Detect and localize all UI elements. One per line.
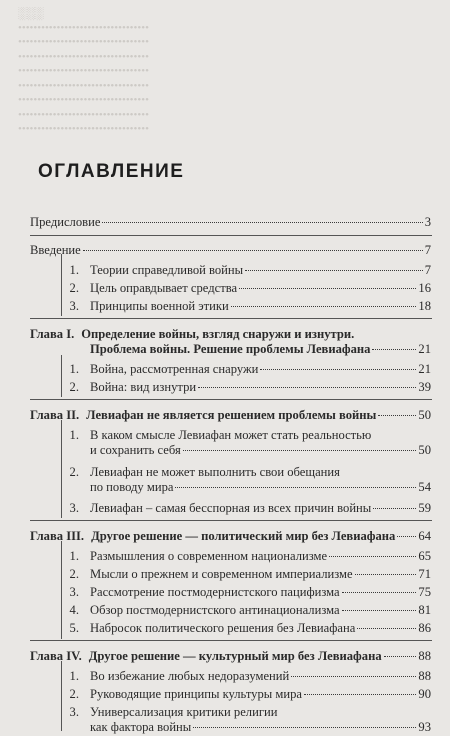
toc-entry[interactable]	[60, 499, 431, 517]
toc-page-number: 21	[418, 342, 431, 356]
toc-page-number: 75	[418, 585, 431, 599]
toc-chapter-label: Глава III.	[30, 529, 85, 543]
toc-entry-title: Определение войны, взгляд снаружи и изнутри.	[81, 327, 355, 341]
divider	[61, 661, 62, 731]
toc-entry-number: 1.	[69, 669, 79, 683]
toc-entry[interactable]	[60, 601, 431, 619]
dot-leader	[378, 415, 416, 416]
toc-page-number: 81	[418, 603, 431, 617]
toc-entry-title: Предисловие	[30, 215, 101, 229]
toc-page-number: 54	[418, 480, 431, 494]
dot-leader	[193, 727, 416, 728]
dot-leader	[175, 487, 416, 488]
toc-entry-title: Принципы военной этики	[90, 299, 229, 313]
toc-entry[interactable]	[30, 406, 431, 424]
toc-entry-number: 2.	[69, 380, 79, 394]
toc-entry-title: Обзор постмодернистского антинационализма	[90, 603, 340, 617]
dot-leader	[355, 574, 417, 575]
dot-leader	[102, 222, 422, 223]
toc-entry[interactable]	[60, 547, 431, 565]
toc-entry-title: Размышления о современном национализме	[90, 549, 328, 563]
toc-entry[interactable]	[60, 360, 431, 378]
toc-entry-number: 5.	[69, 621, 79, 635]
dot-leader	[329, 556, 416, 557]
toc-page-number: 65	[418, 549, 431, 563]
dot-leader	[384, 656, 417, 657]
toc-page-number: 86	[418, 621, 431, 635]
toc-entry-number: 2.	[69, 281, 79, 295]
toc-entry[interactable]	[30, 527, 431, 545]
toc-page-number: 71	[418, 567, 431, 581]
toc-entry[interactable]	[60, 297, 431, 315]
toc-entry-title: Руководящие принципы культуры мира	[90, 687, 302, 701]
divider	[61, 355, 62, 397]
toc-entry-title: Рассмотрение постмодернистского пацифизма	[90, 585, 340, 599]
toc-entry[interactable]	[90, 718, 431, 736]
toc-entry-title: Левиафан – самая бесспорная из всех причин войны	[90, 501, 372, 515]
toc-entry-title: В каком смысле Левиафан может стать реальностью	[90, 428, 372, 442]
page-title: ОГЛАВЛЕНИЕ	[38, 161, 185, 182]
toc-page-number: 93	[418, 720, 431, 734]
dot-leader	[397, 536, 416, 537]
dot-leader	[231, 306, 417, 307]
toc-entry-number: 3.	[69, 705, 79, 719]
toc-entry-number: 3.	[69, 585, 79, 599]
dot-leader	[373, 508, 416, 509]
toc-entry-number: 1.	[69, 263, 79, 277]
toc-entry-title: Мысли о прежнем и современном империализме	[90, 567, 353, 581]
toc-entry-title: Проблема войны. Решение проблемы Левиафана	[90, 342, 371, 356]
toc-page-number: 16	[418, 281, 431, 295]
toc-entry-number: 1.	[69, 428, 79, 442]
toc-entry-number: 3.	[69, 501, 79, 515]
toc-entry-title: Универсализация критики религии	[90, 705, 278, 719]
toc-page-number: 50	[418, 408, 431, 422]
toc-entry[interactable]	[60, 583, 431, 601]
toc-page-number: 88	[418, 649, 431, 663]
toc-entry-title: и сохранить себя	[90, 443, 181, 457]
dot-leader	[239, 288, 416, 289]
toc-entry-title: по поводу мира	[90, 480, 174, 494]
toc-entry-title: Война: вид изнутри	[90, 380, 197, 394]
dot-leader	[183, 450, 417, 451]
dot-leader	[304, 694, 416, 695]
toc-entry[interactable]	[90, 441, 431, 459]
toc-page-number: 88	[418, 669, 431, 683]
toc-page-number: 18	[418, 299, 431, 313]
toc-entry-title: Во избежание любых недоразумений	[90, 669, 290, 683]
toc-page-number: 7	[424, 263, 431, 277]
toc-entry[interactable]	[30, 213, 431, 231]
toc-page-number: 64	[418, 529, 431, 543]
divider	[30, 640, 432, 641]
toc-entry-title: Война, рассмотренная снаружи	[90, 362, 259, 376]
toc-entry[interactable]	[60, 667, 431, 685]
toc-entry[interactable]	[90, 340, 431, 358]
divider	[30, 520, 432, 521]
bleed-through-text: ░░░ •••••••••••••••••••••••••••••••••• •••••••••••••••••••••••••••••••••• •••••••••••••••••••••••••••••••••• •••••••••••••••••••••••••••••••••• •••••••••••••••••••••••••••••••••• •••••••••••••••••••••••••••••••••• •••••••••••••••••••••••••••••••••• ••••••••••••••••••••••••••••••••••	[18, 6, 149, 135]
toc-entry-number: 1.	[69, 549, 79, 563]
toc-chapter-label: Глава IV.	[30, 649, 82, 663]
toc-page-number: 21	[418, 362, 431, 376]
toc-page-number: 7	[424, 243, 431, 257]
toc-entry[interactable]	[60, 565, 431, 583]
dot-leader	[245, 270, 423, 271]
toc-page-number: 3	[424, 215, 431, 229]
toc-chapter-label: Глава II.	[30, 408, 80, 422]
toc-entry-number: 2.	[69, 567, 79, 581]
toc-page-number: 90	[418, 687, 431, 701]
toc-entry[interactable]	[60, 378, 431, 396]
dot-leader	[357, 628, 416, 629]
divider	[61, 254, 62, 316]
toc-entry[interactable]	[60, 279, 431, 297]
toc-entry[interactable]	[30, 647, 431, 665]
toc-entry-title: Другое решение — культурный мир без Левиафана	[88, 649, 382, 663]
toc-entry-number: 4.	[69, 603, 79, 617]
dot-leader	[260, 369, 416, 370]
dot-leader	[372, 349, 416, 350]
divider	[30, 318, 432, 319]
divider	[61, 420, 62, 518]
toc-entry-title: как фактора войны	[90, 720, 192, 734]
toc-entry-number: 2.	[69, 687, 79, 701]
toc-chapter-label: Глава I.	[30, 327, 75, 341]
dot-leader	[83, 250, 423, 251]
toc-entry[interactable]	[60, 261, 431, 279]
toc-entry-title: Введение	[30, 243, 81, 257]
toc-entry[interactable]	[90, 478, 431, 496]
toc-entry[interactable]	[60, 685, 431, 703]
divider	[30, 235, 432, 236]
toc-entry-number: 3.	[69, 299, 79, 313]
dot-leader	[342, 610, 417, 611]
divider	[61, 541, 62, 639]
dot-leader	[291, 676, 416, 677]
toc-entry-title: Левиафан не может выполнить свои обещания	[90, 465, 340, 479]
toc-page-number: 39	[418, 380, 431, 394]
toc-entry-title: Набросок политического решения без Левиафана	[90, 621, 356, 635]
toc-entry-title: Цель оправдывает средства	[90, 281, 238, 295]
toc-entry[interactable]	[60, 619, 431, 637]
dot-leader	[198, 387, 416, 388]
toc-entry-number: 1.	[69, 362, 79, 376]
toc-entry-title: Теории справедливой войны	[90, 263, 244, 277]
divider	[30, 399, 432, 400]
toc-page-number: 50	[418, 443, 431, 457]
toc-entry[interactable]	[30, 241, 431, 259]
dot-leader	[342, 592, 417, 593]
toc-entry-title: Левиафан не является решением проблемы войны	[86, 408, 377, 422]
toc-entry-number: 2.	[69, 465, 79, 479]
toc-entry-title: Другое решение — политический мир без Левиафана	[91, 529, 396, 543]
toc-page-number: 59	[418, 501, 431, 515]
